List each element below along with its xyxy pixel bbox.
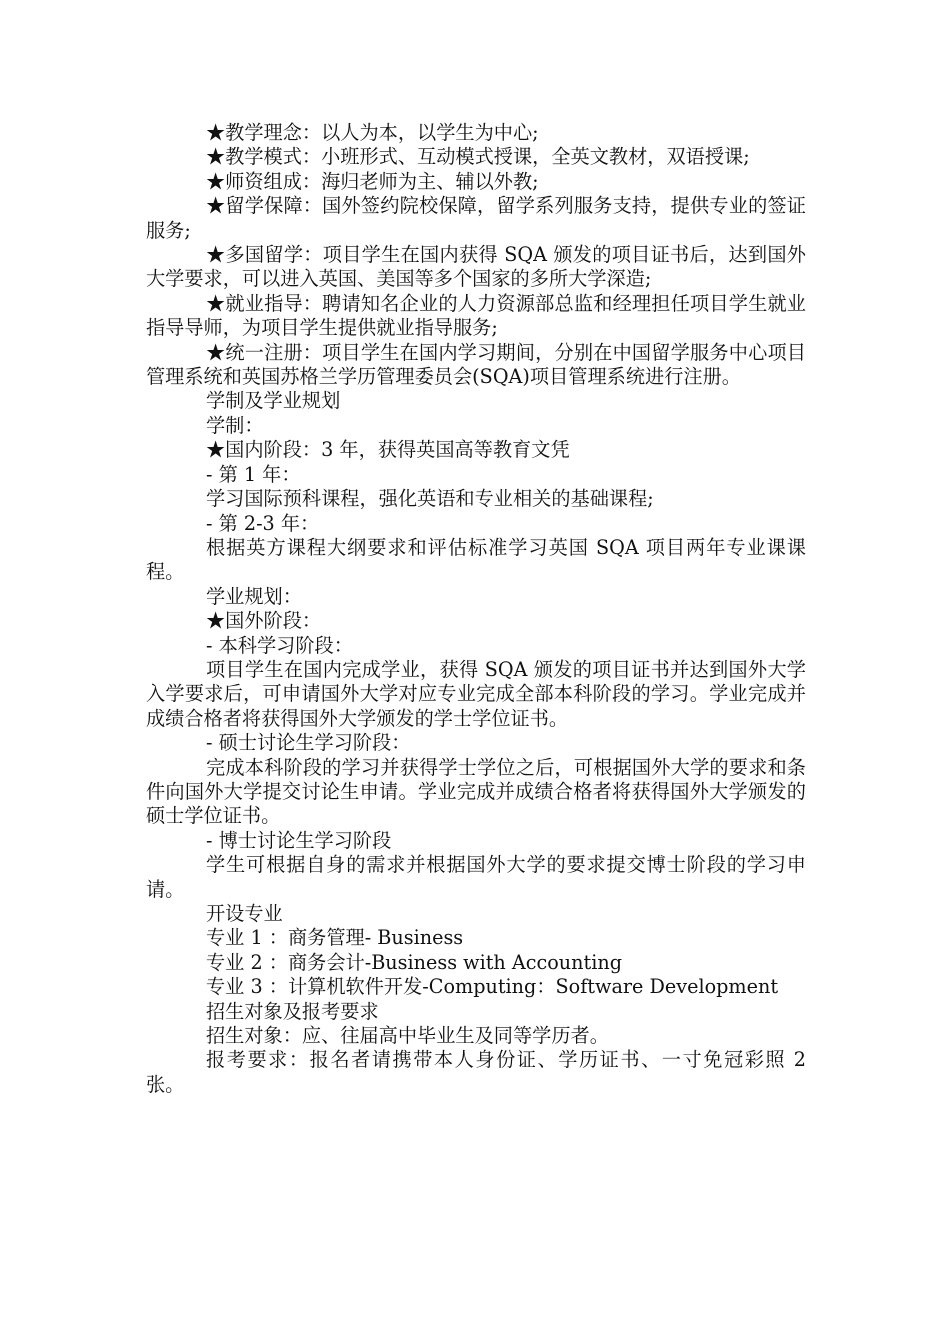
section-heading: 招生对象及报考要求 [206, 999, 379, 1023]
document-body [146, 121, 806, 1097]
paragraph: ★国内阶段：3 年，获得英国高等教育文凭 [206, 438, 570, 462]
paragraph: ★教学理念：以人为本，以学生为中心; [206, 121, 539, 144]
paragraph: - 第 2-3 年： [206, 511, 320, 535]
paragraph: ★师资组成：海归老师为主、辅以外教; [206, 169, 539, 193]
section-heading: 学制及学业规划 [206, 389, 341, 413]
paragraph: 专业 1 ：商务管理- Business [206, 926, 464, 950]
paragraph: 项目学生在国内完成学业，获得 SQA 颁发的项目证书并达到国外大学入学要求后，可申请国外大学对应专业完成全部本科阶段的学习。学业完成并成绩合格者将获得国外大学颁发的学士学位证书。 [146, 657, 806, 730]
paragraph: ★统一注册：项目学生在国内学习期间，分别在中国留学服务中心项目管理系统和英国苏格兰学历管理委员会(SQA)项目管理系统进行注册。 [146, 340, 806, 389]
paragraph: - 本科学习阶段： [206, 633, 353, 657]
paragraph: ★教学模式：小班形式、互动模式授课，全英文教材，双语授课; [206, 145, 750, 169]
paragraph: 专业 2 ：商务会计-Business with Accounting [206, 950, 622, 974]
paragraph: 完成本科阶段的学习并获得学士学位之后，可根据国外大学的要求和条件向国外大学提交讨论生申请。学业完成并成绩合格者将获得国外大学颁发的硕士学位证书。 [146, 755, 806, 828]
paragraph: - 硕士讨论生学习阶段： [206, 731, 411, 755]
paragraph: ★留学保障：国外签约院校保障，留学系列服务支持，提供专业的签证服务; [146, 194, 806, 242]
paragraph: - 第 1 年： [206, 462, 301, 486]
paragraph: 学习国际预科课程，强化英语和专业相关的基础课程; [206, 487, 654, 511]
paragraph: - 博士讨论生学习阶段 [206, 828, 392, 852]
paragraph: 学生可根据自身的需求并根据国外大学的要求提交博士阶段的学习申请。 [146, 853, 806, 901]
paragraph: ★多国留学：项目学生在国内获得 SQA 颁发的项目证书后，达到国外大学要求，可以进入英国、美国等多个国家的多所大学深造; [146, 243, 806, 291]
paragraph: 招生对象：应、往届高中毕业生及同等学历者。 [206, 1024, 609, 1048]
paragraph: ★就业指导：聘请知名企业的人力资源部总监和经理担任项目学生就业指导导师，为项目学生提供就业指导服务; [146, 291, 806, 340]
paragraph: 学业规划： [206, 584, 302, 608]
paragraph: 专业 3 ：计算机软件开发-Computing：Software Development [206, 975, 779, 999]
paragraph: 学制： [206, 413, 264, 437]
paragraph: 根据英方课程大纲要求和评估标准学习英国 SQA 项目两年专业课课程。 [146, 535, 806, 584]
section-heading: 开设专业 [206, 902, 283, 925]
paragraph: 报考要求：报名者请携带本人身份证、学历证书、一寸免冠彩照 2 张。 [146, 1048, 806, 1096]
paragraph: ★国外阶段： [206, 609, 322, 633]
